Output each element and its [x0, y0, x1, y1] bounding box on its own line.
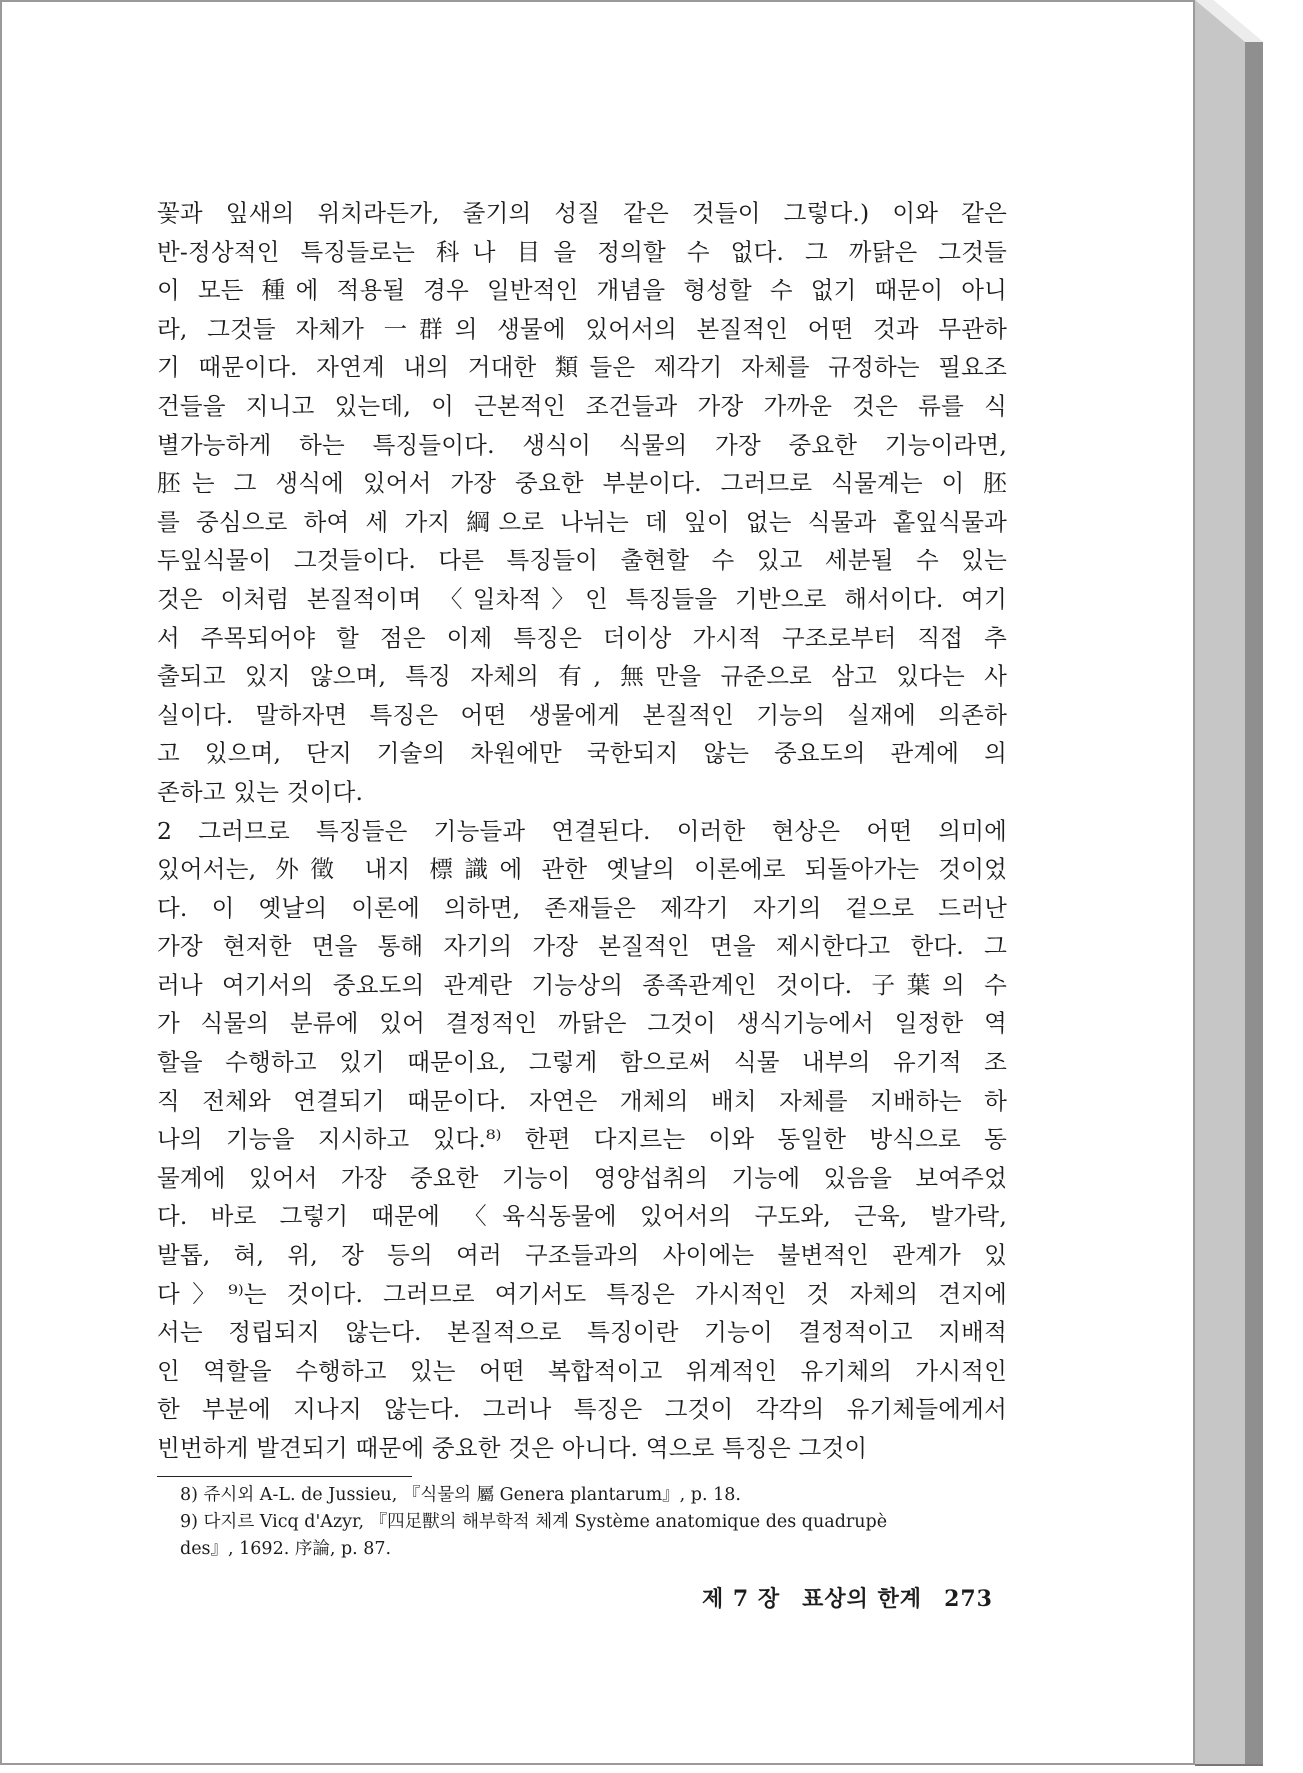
chapter-title: 표상의 한계: [802, 1586, 923, 1612]
footnote-rule: [157, 1476, 412, 1477]
body-line: 직 전체와 연결되기 때문이다. 자연은 개체의 배치 자체를 지배하는 하: [157, 1086, 1007, 1115]
body-line: 다〉⁹⁾는 것이다. 그러므로 여기서도 특징은 가시적인 것 자체의 견지에: [157, 1279, 1007, 1308]
footnotes: [180, 1482, 1010, 1563]
body-line: 빈번하게 발견되기 때문에 중요한 것은 아니다. 역으로 특징은 그것이: [157, 1434, 868, 1462]
body-line: 가장 현저한 면을 통해 자기의 가장 본질적인 면을 제시한다고 한다. 그: [157, 932, 1007, 961]
body-line: 서는 정립되지 않는다. 본질적으로 특징이란 기능이 결정적이고 지배적: [157, 1318, 1007, 1347]
body-line: 서 주목되어야 할 점은 이제 특징은 더이상 가시적 구조로부터 직접 추: [157, 623, 1007, 652]
footnote-8: 8) 쥬시외 A-L. de Jussieu, 『식물의 屬 Genera plantarum』, p. 18.: [180, 1485, 741, 1505]
footnote-9: 9) 다지르 Vicq d'Azyr, 『四足獸의 해부학적 체계 Système anatomique des quadrupè: [180, 1512, 888, 1532]
body-line: 실이다. 말하자면 특징은 어떤 생물에게 본질적인 기능의 실재에 의존하: [157, 700, 1007, 729]
running-footer: [702, 1582, 993, 1613]
body-line: 반-정상적인 특징들로는 科나 目을 정의할 수 없다. 그 까닭은 그것들: [157, 237, 1007, 266]
body-line: 발톱, 혀, 위, 장 등의 여러 구조들과의 사이에는 불변적인 관계가 있: [157, 1241, 1007, 1270]
body-line: 존하고 있는 것이다.: [157, 777, 364, 806]
body-line: 이 모든 種에 적용될 경우 일반적인 개념을 형성할 수 없기 때문이 아니: [157, 276, 1007, 305]
body-line: 물계에 있어서 가장 중요한 기능이 영양섭취의 기능에 있음을 보여주었: [157, 1163, 1007, 1192]
body-line: 다. 이 옛날의 이론에 의하면, 존재들은 제각기 자기의 겉으로 드러난: [157, 893, 1007, 922]
body-line: 인 역할을 수행하고 있는 어떤 복합적이고 위계적인 유기체의 가시적인: [157, 1356, 1007, 1385]
body-line: 것은 이처럼 본질적이며 〈일차적〉인 특징들을 기반으로 해서이다. 여기: [157, 584, 1007, 613]
body-line: 할을 수행하고 있기 때문이요, 그렇게 함으로써 식물 내부의 유기적 조: [157, 1048, 1007, 1077]
page-number: 273: [944, 1586, 993, 1612]
page-thickness-edge: [1195, 0, 1277, 1773]
chapter-label: 제 7 장: [702, 1586, 781, 1612]
body-text: [157, 194, 1007, 1468]
body-line: 건들을 지니고 있는데, 이 근본적인 조건들과 가장 가까운 것은 류를 식: [157, 391, 1007, 420]
body-line: 두잎식물이 그것들이다. 다른 특징들이 출현할 수 있고 세분될 수 있는: [157, 546, 1007, 575]
body-line: 라, 그것들 자체가 一群의 생물에 있어서의 본질적인 어떤 것과 무관하: [157, 314, 1007, 343]
body-line: 출되고 있지 않으며, 특징 자체의 有, 無만을 규준으로 삼고 있다는 사: [157, 662, 1007, 691]
body-line: 胚는 그 생식에 있어서 가장 중요한 부분이다. 그러므로 식물계는 이 胚: [157, 469, 1007, 498]
body-line: 나의 기능을 지시하고 있다.⁸⁾ 한편 다지르는 이와 동일한 방식으로 동: [157, 1125, 1007, 1154]
body-line: 러나 여기서의 중요도의 관계란 기능상의 종족관계인 것이다. 子葉의 수: [157, 970, 1007, 999]
body-line: 고 있으며, 단지 기술의 차원에만 국한되지 않는 중요도의 관계에 의: [157, 739, 1007, 768]
body-line: 있어서는, 外徵 내지 標識에 관한 옛날의 이론에로 되돌아가는 것이었: [157, 855, 1007, 884]
body-line: 꽃과 잎새의 위치라든가, 줄기의 성질 같은 것들이 그렇다.) 이와 같은: [157, 199, 1007, 227]
body-line: 한 부분에 지나지 않는다. 그러나 특징은 그것이 각각의 유기체들에게서: [157, 1395, 1007, 1424]
body-line: 기 때문이다. 자연계 내의 거대한 類들은 제각기 자체를 규정하는 필요조: [157, 353, 1007, 382]
body-line: 를 중심으로 하여 세 가지 綱으로 나뉘는 데 잎이 없는 식물과 홑잎식물과: [157, 507, 1007, 536]
body-line: 가 식물의 분류에 있어 결정적인 까닭은 그것이 생식기능에서 일정한 역: [157, 1009, 1007, 1038]
body-line: 다. 바로 그렇기 때문에 〈육식동물에 있어서의 구도와, 근육, 발가락,: [157, 1202, 1007, 1231]
body-line: 별가능하게 하는 특징들이다. 생식이 식물의 가장 중요한 기능이라면,: [157, 430, 1007, 459]
body-line: 2 그러므로 특징들은 기능들과 연결된다. 이러한 현상은 어떤 의미에: [157, 816, 1007, 845]
footnote-9-continued: des』, 1692. 序論, p. 87.: [180, 1539, 392, 1559]
